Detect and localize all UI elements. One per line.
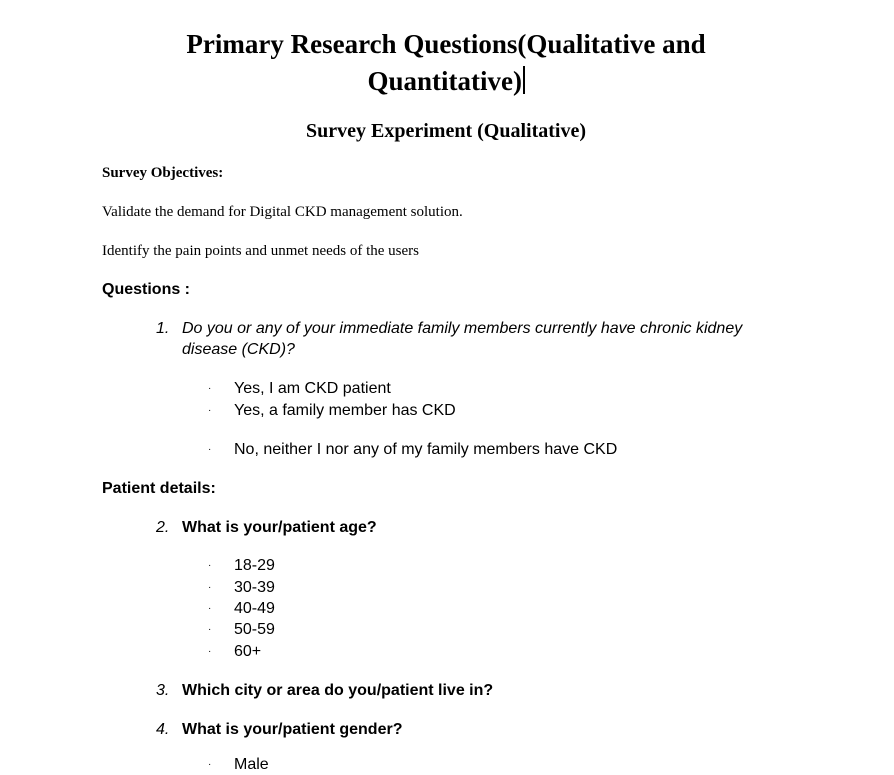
- answer-option: Yes, I am CKD patient: [234, 380, 391, 397]
- question-text: What is your/patient age?: [182, 519, 377, 536]
- question-number: 2.: [156, 519, 170, 536]
- bullet-icon: ·: [208, 646, 212, 657]
- bullet-icon: ·: [208, 560, 212, 571]
- question-text: Do you or any of your immediate family members currently have chronic kidney disease (CKD)?: [182, 320, 743, 358]
- patient-details-heading: Patient details:: [102, 480, 216, 497]
- bullet-icon: ·: [208, 405, 212, 416]
- bullet-icon: ·: [208, 603, 212, 614]
- question-text: Which city or area do you/patient live in?: [182, 682, 494, 699]
- section-title: Survey Experiment (Qualitative): [306, 120, 586, 142]
- bullet-icon: ·: [208, 383, 212, 394]
- question-text: What is your/patient gender?: [182, 721, 403, 738]
- answer-option: 50-59: [234, 621, 275, 638]
- objective-line: Identify the pain points and unmet needs of the users: [102, 243, 420, 259]
- question-number: 1.: [156, 320, 170, 337]
- bullet-icon: ·: [208, 759, 212, 770]
- bullet-icon: ·: [208, 582, 212, 593]
- text-cursor: [523, 66, 525, 94]
- answer-option: Yes, a family member has CKD: [234, 402, 456, 419]
- answer-option: Male: [234, 756, 269, 773]
- document-title[interactable]: [102, 26, 790, 100]
- answer-option: 30-39: [234, 579, 275, 596]
- answer-option: 18-29: [234, 557, 275, 574]
- answer-option: No, neither I nor any of my family members have CKD: [234, 441, 618, 458]
- question-number: 3.: [156, 682, 170, 699]
- question-number: 4.: [156, 721, 170, 738]
- questions-heading: Questions :: [102, 281, 191, 298]
- answer-option: 60+: [234, 643, 262, 660]
- document-title-line-2: Quantitative): [367, 66, 522, 96]
- objective-line: Validate the demand for Digital CKD management solution.: [102, 204, 463, 220]
- document-title-line-1: Primary Research Questions(Qualitative and: [186, 29, 706, 59]
- answer-option: 40-49: [234, 600, 275, 617]
- bullet-icon: ·: [208, 444, 212, 455]
- objectives-heading: Survey Objectives:: [102, 165, 224, 181]
- bullet-icon: ·: [208, 624, 212, 635]
